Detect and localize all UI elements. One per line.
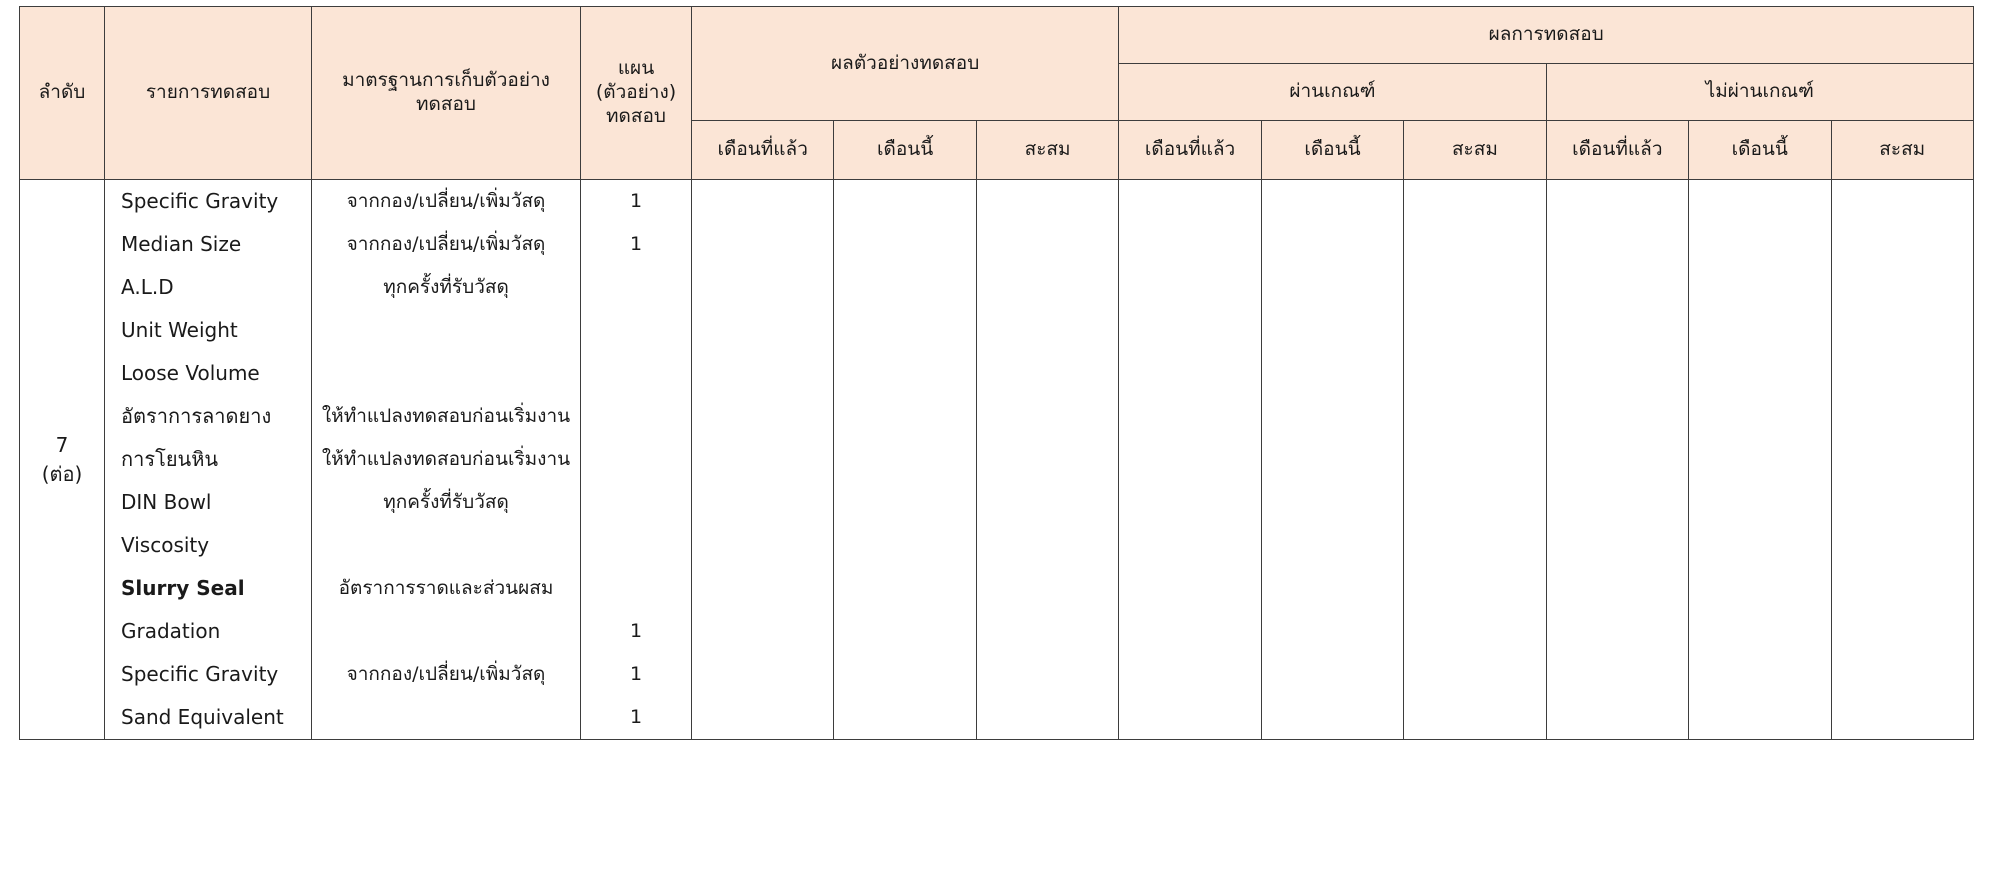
row-plan-value bbox=[581, 395, 691, 438]
header-pass-last-month: เดือนที่แล้ว bbox=[1119, 121, 1261, 180]
row-standard-label bbox=[312, 696, 580, 739]
row-standard-label: อัตราการราดและส่วนผสม bbox=[338, 576, 554, 599]
row-standard-label: ทุกครั้งที่รับวัสดุ bbox=[383, 490, 509, 513]
header-standard-line1: มาตรฐานการเก็บตัวอย่าง bbox=[342, 69, 550, 92]
material-test-plan-table bbox=[19, 6, 1974, 740]
row-item-label: การโยนหิน bbox=[121, 447, 219, 471]
header-subgroup-fail: ไม่ผ่านเกณฑ์ bbox=[1546, 64, 1973, 121]
cell-plan-list bbox=[581, 180, 692, 740]
header-sample-last-month: เดือนที่แล้ว bbox=[692, 121, 834, 180]
header-sample-this-month: เดือนนี้ bbox=[834, 121, 976, 180]
header-sample-cumulative: สะสม bbox=[976, 121, 1118, 180]
row-standard-label bbox=[312, 309, 580, 352]
row-standard-label: จากกอง/เปลี่ยน/เพิ่มวัสดุ bbox=[346, 662, 546, 685]
row-item-label: Median Size bbox=[121, 232, 242, 256]
table-row bbox=[20, 180, 1974, 740]
header-pass-cumulative: สะสม bbox=[1404, 121, 1546, 180]
cell-sample-this-month[interactable] bbox=[834, 180, 976, 740]
row-plan-value bbox=[581, 438, 691, 481]
row-item-label: Sand Equivalent bbox=[121, 705, 284, 729]
seq-note: (ต่อ) bbox=[41, 461, 83, 486]
header-plan-line2: (ตัวอย่าง) bbox=[595, 81, 677, 104]
cell-item-list bbox=[105, 180, 312, 740]
header-fail-cumulative: สะสม bbox=[1831, 121, 1974, 180]
cell-pass-this-month[interactable] bbox=[1261, 180, 1403, 740]
header-fail-this-month: เดือนนี้ bbox=[1689, 121, 1831, 180]
row-plan-value bbox=[581, 481, 691, 524]
row-plan-value bbox=[581, 524, 691, 567]
row-plan-value: 1 bbox=[629, 662, 643, 685]
row-standard-label: จากกอง/เปลี่ยน/เพิ่มวัสดุ bbox=[346, 189, 546, 212]
header-group-test-results: ผลการทดสอบ bbox=[1119, 7, 1974, 64]
row-item-label: Unit Weight bbox=[121, 318, 238, 342]
header-standard-line2: ทดสอบ bbox=[416, 93, 476, 115]
row-item-label: Specific Gravity bbox=[121, 662, 279, 686]
row-plan-value: 1 bbox=[629, 189, 643, 212]
cell-fail-last-month[interactable] bbox=[1546, 180, 1688, 740]
cell-fail-cumulative[interactable] bbox=[1831, 180, 1974, 740]
cell-seq-group bbox=[20, 180, 105, 740]
row-item-label: Slurry Seal bbox=[121, 576, 245, 600]
row-plan-value bbox=[581, 352, 691, 395]
row-plan-value bbox=[581, 567, 691, 610]
row-plan-value bbox=[581, 309, 691, 352]
header-standard bbox=[312, 7, 581, 180]
row-plan-value: 1 bbox=[629, 705, 643, 728]
header-group-sample-results: ผลตัวอย่างทดสอบ bbox=[692, 7, 1119, 121]
row-standard-label bbox=[312, 524, 580, 567]
row-item-label: Viscosity bbox=[121, 533, 210, 557]
row-item-label: อัตราการลาดยาง bbox=[121, 404, 272, 428]
row-standard-label bbox=[312, 352, 580, 395]
row-item-label: A.L.D bbox=[121, 275, 174, 299]
row-item-label: Loose Volume bbox=[121, 361, 260, 385]
cell-pass-last-month[interactable] bbox=[1119, 180, 1261, 740]
cell-sample-cumulative[interactable] bbox=[976, 180, 1118, 740]
row-plan-value: 1 bbox=[629, 619, 643, 642]
header-seq: ลำดับ bbox=[20, 7, 105, 180]
row-plan-value: 1 bbox=[629, 232, 643, 255]
cell-fail-this-month[interactable] bbox=[1689, 180, 1831, 740]
standard-stack bbox=[312, 180, 580, 739]
table-header bbox=[20, 7, 1974, 180]
item-stack bbox=[105, 180, 311, 739]
header-subgroup-pass: ผ่านเกณฑ์ bbox=[1119, 64, 1546, 121]
plan-stack bbox=[581, 180, 691, 739]
row-standard-label: จากกอง/เปลี่ยน/เพิ่มวัสดุ bbox=[346, 232, 546, 255]
row-item-label: Specific Gravity bbox=[121, 189, 279, 213]
seq-number: 7 bbox=[55, 432, 69, 457]
row-item-label: DIN Bowl bbox=[121, 490, 212, 514]
row-plan-value bbox=[581, 266, 691, 309]
cell-pass-cumulative[interactable] bbox=[1404, 180, 1546, 740]
row-standard-label: ทุกครั้งที่รับวัสดุ bbox=[383, 275, 509, 298]
header-plan-line3: ทดสอบ bbox=[606, 104, 666, 127]
row-standard-label bbox=[312, 610, 580, 653]
header-row-1 bbox=[20, 7, 1974, 64]
cell-sample-last-month[interactable] bbox=[692, 180, 834, 740]
header-item: รายการทดสอบ bbox=[105, 7, 312, 180]
table-body bbox=[20, 180, 1974, 740]
row-standard-label: ให้ทำแปลงทดสอบก่อนเริ่มงาน bbox=[321, 447, 571, 470]
header-fail-last-month: เดือนที่แล้ว bbox=[1546, 121, 1688, 180]
row-item-label: Gradation bbox=[121, 619, 221, 643]
header-plan-line1: แผน bbox=[617, 57, 655, 80]
header-plan bbox=[581, 7, 692, 180]
row-standard-label: ให้ทำแปลงทดสอบก่อนเริ่มงาน bbox=[321, 404, 571, 427]
header-pass-this-month: เดือนนี้ bbox=[1261, 121, 1403, 180]
cell-standard-list bbox=[312, 180, 581, 740]
